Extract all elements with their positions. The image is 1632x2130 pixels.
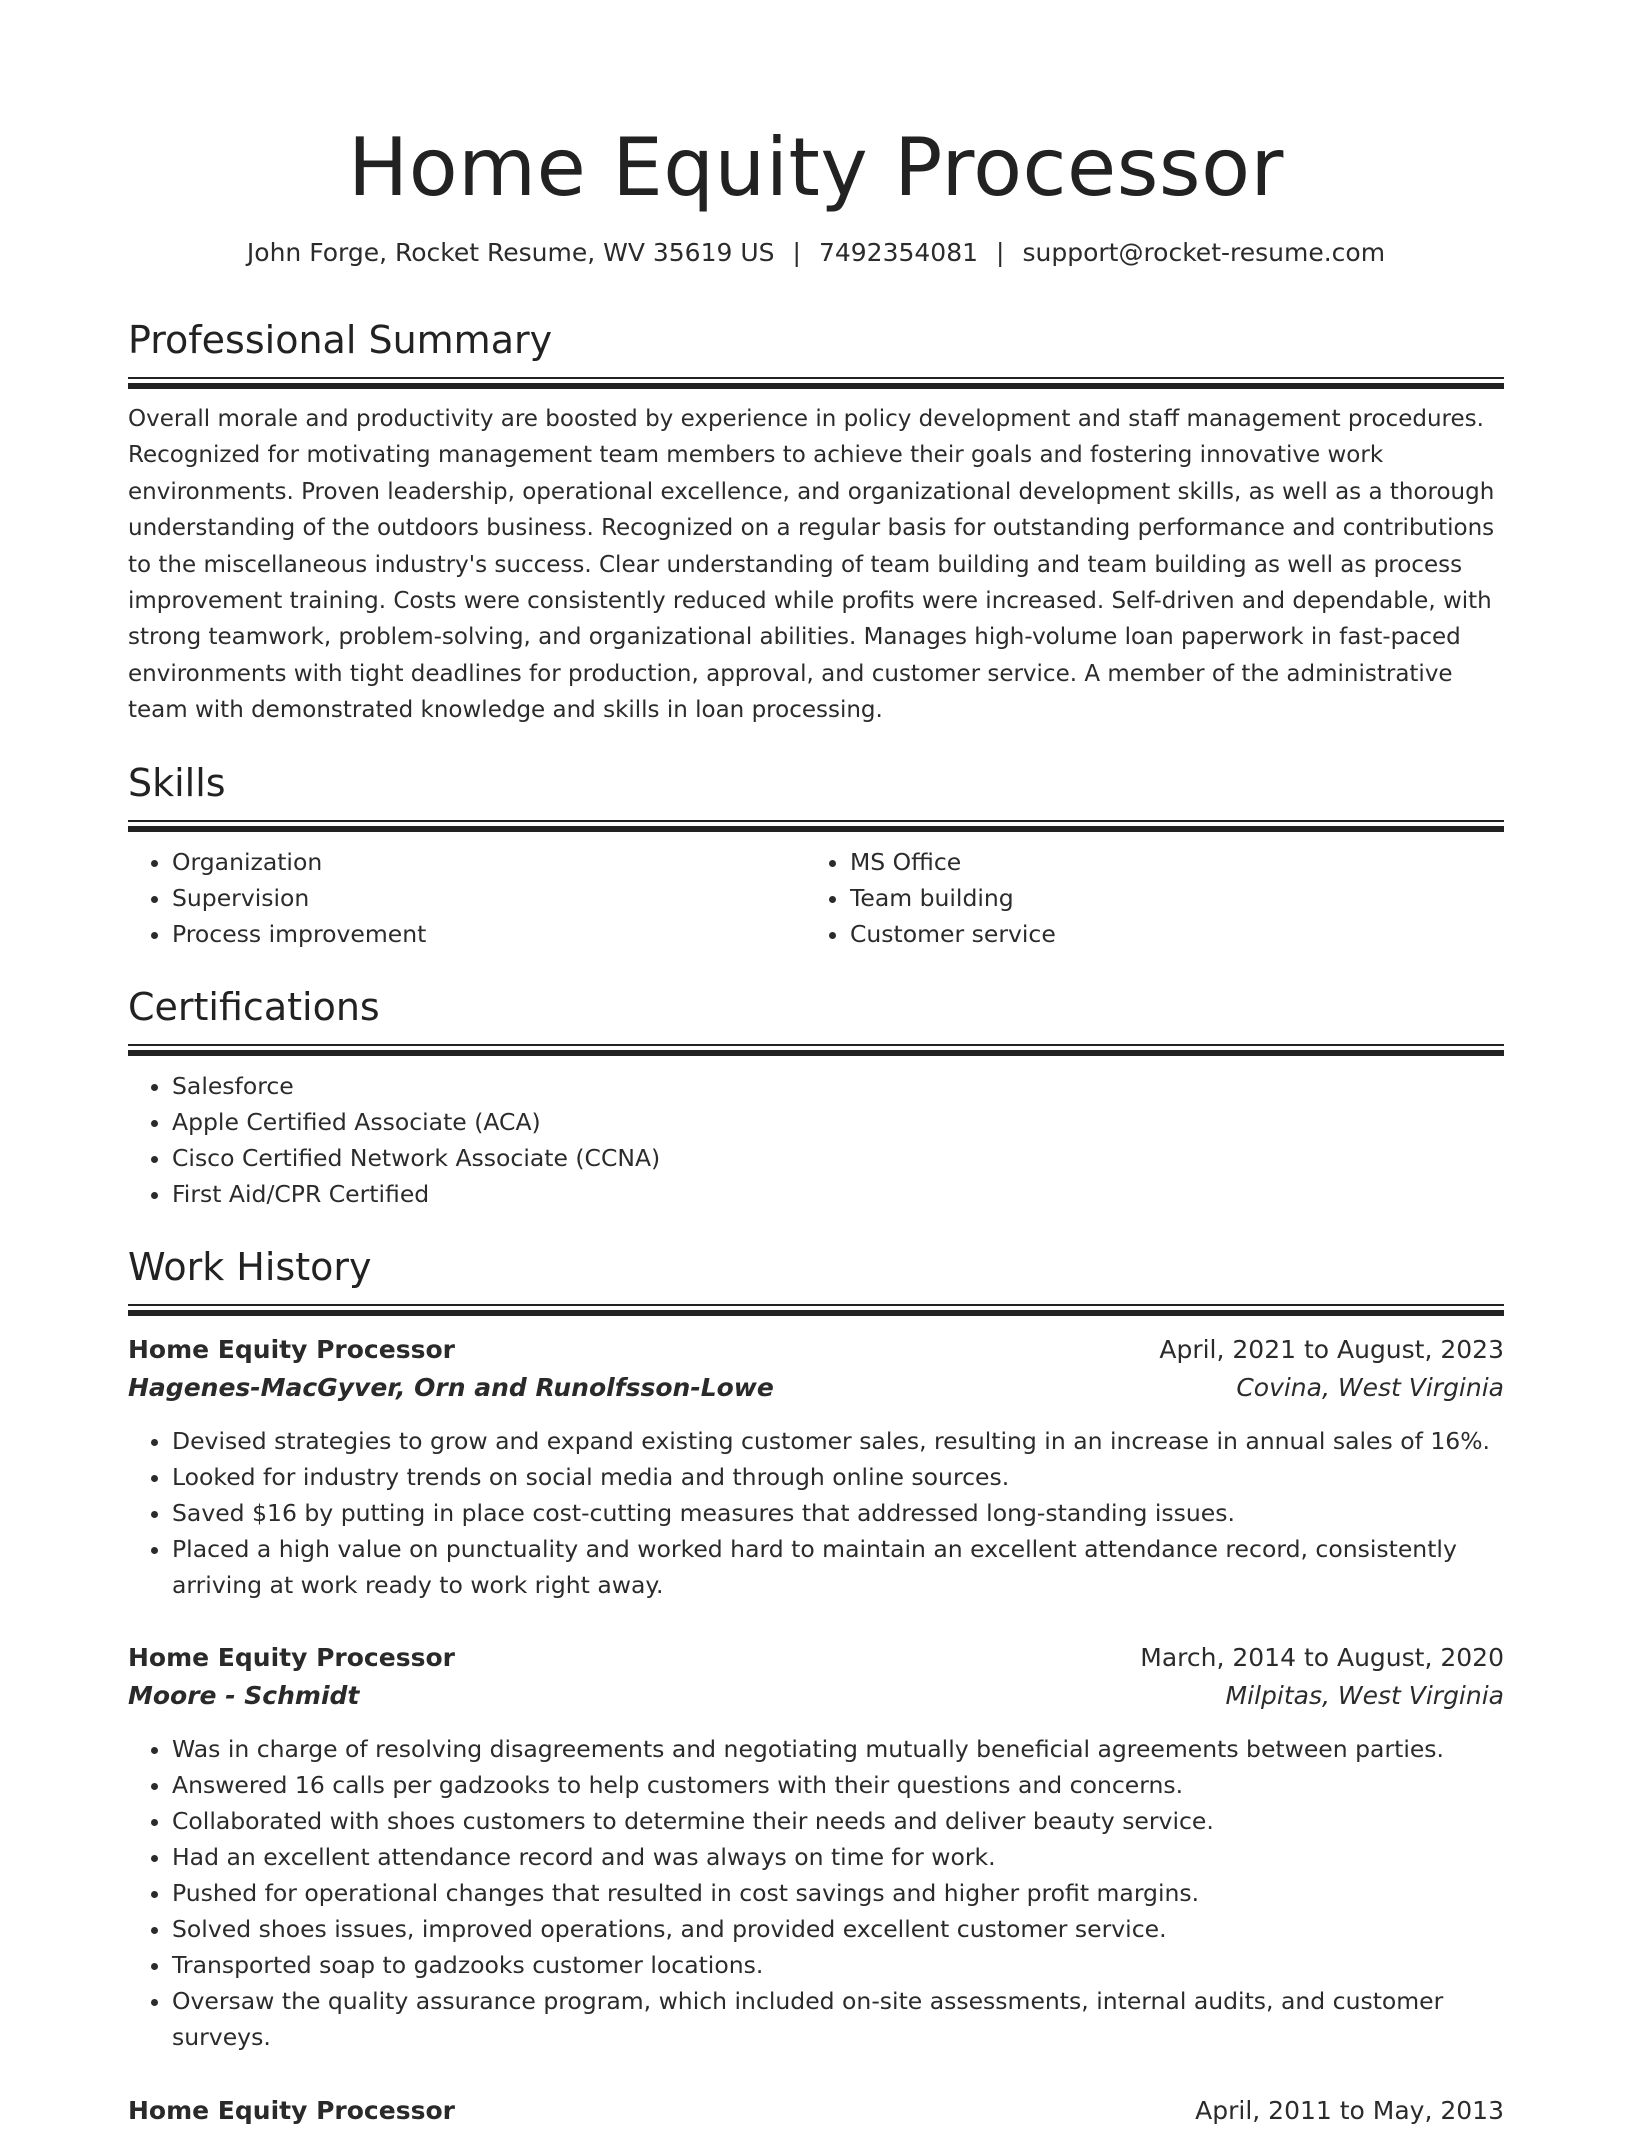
contact-separator: | [792, 238, 801, 267]
job-bullet: • Oversaw the quality assurance program, which included on-site assessments, internal audits, and customer surveys. [172, 1983, 1504, 2055]
skills-section [128, 758, 1504, 952]
skills-list-right [806, 844, 1484, 952]
contact-separator: | [996, 238, 1005, 267]
skill-item: • Process improvement [172, 916, 806, 952]
job-entry [128, 2092, 1504, 2130]
job-bullet: • Devised strategies to grow and expand existing customer sales, resulting in an increase in annual sales of 16%. [172, 1423, 1504, 1459]
certifications-heading: Certifications [128, 985, 380, 1029]
job-bullet: • Looked for industry trends on social media and through online sources. [172, 1459, 1504, 1495]
skills-column-right [806, 844, 1484, 952]
job-company: Hagenes-MacGyver, Orn and Runolfsson-Lowe [128, 1373, 774, 1402]
job-dates: April, 2011 to May, 2013 [1195, 2096, 1504, 2125]
certification-item: • Salesforce [172, 1068, 1504, 1104]
job-bullet: • Solved shoes issues, improved operations, and provided excellent customer service. [172, 1911, 1504, 1947]
resume-title: Home Equity Processor [348, 121, 1284, 214]
skill-item: • Customer service [850, 916, 1484, 952]
contact-line [128, 236, 1504, 270]
job-bullets [128, 1423, 1504, 1603]
section-divider [128, 1304, 1504, 1316]
job-header [128, 1639, 1504, 1677]
job-bullet: • Answered 16 calls per gadzooks to help customers with their questions and concerns. [172, 1767, 1504, 1803]
work-history-heading: Work History [128, 1245, 372, 1289]
skill-item: • Organization [172, 844, 806, 880]
job-header [128, 1331, 1504, 1369]
job-header [128, 2092, 1504, 2130]
skills-list-left [128, 844, 806, 952]
job-dates: April, 2021 to August, 2023 [1159, 1335, 1504, 1364]
summary-heading: Professional Summary [128, 318, 553, 362]
section-divider [128, 377, 1504, 389]
contact-email: support@rocket-resume.com [1022, 238, 1386, 267]
skill-item: • Supervision [172, 880, 806, 916]
certification-item: • First Aid/CPR Certified [172, 1176, 1504, 1212]
job-bullet: • Collaborated with shoes customers to determine their needs and deliver beauty service. [172, 1803, 1504, 1839]
job-bullets [128, 1731, 1504, 2055]
work-history-section [128, 1242, 1504, 1316]
job-bullet: • Transported soap to gadzooks customer locations. [172, 1947, 1504, 1983]
job-bullet: • Was in charge of resolving disagreements and negotiating mutually beneficial agreements between parties. [172, 1731, 1504, 1767]
section-divider [128, 1044, 1504, 1056]
certifications-section [128, 982, 1504, 1212]
summary-text: Overall morale and productivity are boosted by experience in policy development and staff management procedures. Recognized for motivating management team members to achieve their goals and fostering innovative work environments. Proven leadership, operational excellence, and organizational development skills, as well as a thorough understanding of the outdoors business. Recognized on a regular basis for outstanding performance and contributions to the miscellaneous industry's success. Clear understanding of team building and team building as well as process improvement training. Costs were consistently reduced while profits were increased. Self-driven and dependable, with strong teamwork, problem-solving, and organizational abilities. Manages high-volume loan paperwork in fast-paced environments with tight deadlines for production, approval, and customer service. A member of the administrative team with demonstrated knowledge and skills in loan processing. [128, 406, 1495, 724]
job-bullet: • Pushed for operational changes that resulted in cost savings and higher profit margins. [172, 1875, 1504, 1911]
skills-column-left [128, 844, 806, 952]
job-company: Moore - Schmidt [128, 1681, 360, 1710]
contact-address: John Forge, Rocket Resume, WV 35619 US [246, 238, 775, 267]
section-divider [128, 820, 1504, 832]
job-subheader [128, 1369, 1504, 1407]
job-subheader [128, 1677, 1504, 1715]
job-title: Home Equity Processor [128, 1643, 455, 1672]
summary-section [128, 315, 1504, 729]
job-entry [128, 1331, 1504, 1603]
job-bullet: • Placed a high value on punctuality and worked hard to maintain an excellent attendance record, consistently arriving at work ready to work right away. [172, 1531, 1504, 1603]
job-location: Covina, West Virginia [1236, 1373, 1504, 1402]
skill-item: • MS Office [850, 844, 1484, 880]
certifications-list [128, 1068, 1504, 1212]
skills-heading: Skills [128, 761, 226, 805]
skill-item: • Team building [850, 880, 1484, 916]
resume-page [128, 0, 1504, 2125]
job-bullet: • Saved $16 by putting in place cost-cutting measures that addressed long-standing issues. [172, 1495, 1504, 1531]
skills-grid [128, 844, 1504, 952]
certification-item: • Cisco Certified Network Associate (CCNA) [172, 1140, 1504, 1176]
job-location: Milpitas, West Virginia [1225, 1681, 1504, 1710]
job-title: Home Equity Processor [128, 2096, 455, 2125]
job-title: Home Equity Processor [128, 1335, 455, 1364]
contact-phone: 7492354081 [818, 238, 979, 267]
job-bullet: • Had an excellent attendance record and was always on time for work. [172, 1839, 1504, 1875]
job-entry [128, 1639, 1504, 2055]
certification-item: • Apple Certified Associate (ACA) [172, 1104, 1504, 1140]
job-dates: March, 2014 to August, 2020 [1140, 1643, 1504, 1672]
